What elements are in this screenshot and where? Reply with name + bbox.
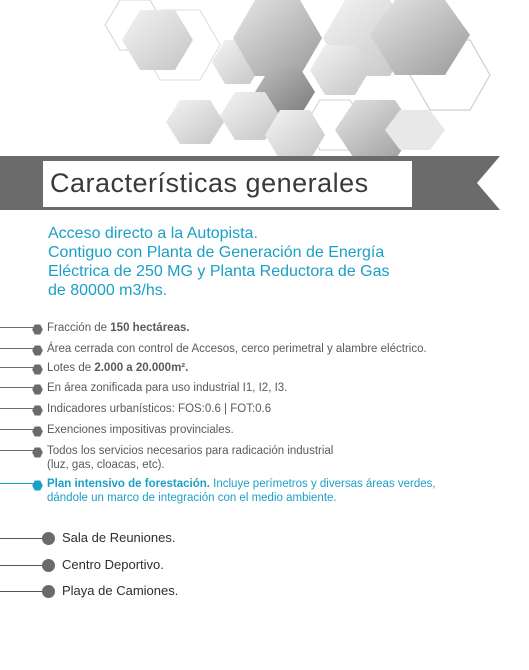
feature-text: Lotes de 2.000 a 20.000m².: [47, 362, 189, 374]
bullet-line: [0, 387, 34, 388]
page-title: Características generales: [50, 168, 369, 198]
bullet-line: [0, 450, 34, 451]
intro-text: [48, 224, 518, 300]
bullet-line: [0, 408, 34, 409]
circle-bullet-icon: [42, 585, 55, 598]
hexagon-bullet-icon: [32, 445, 42, 455]
bullet-line: [0, 429, 34, 430]
feature-text: Plan intensivo de forestación. Incluye perímetros y diversas áreas verdes, dándole un marco de integración con el medio ambiente.: [47, 478, 436, 504]
feature-text: Fracción de 150 hectáreas.: [47, 322, 190, 334]
hexagon-bullet-icon: [32, 424, 42, 434]
feature-text: Exenciones impositivas provinciales.: [47, 424, 234, 436]
amenity-text: Centro Deportivo.: [62, 557, 164, 572]
feature-text: En área zonificada para uso industrial I1, I2, I3.: [47, 382, 288, 394]
circle-bullet-icon: [42, 559, 55, 572]
hexagon-bullet-icon: [32, 343, 42, 353]
hexagon-bullet-icon: [32, 362, 42, 372]
hexagon-bullet-icon: [32, 478, 42, 488]
intro-line: de 80000 m3/hs.: [48, 282, 168, 299]
intro-line: Acceso directo a la Autopista.: [48, 225, 258, 242]
intro-line: Eléctrica de 250 MG y Planta Reductora de Gas: [48, 263, 390, 280]
amenity-text: Sala de Reuniones.: [62, 530, 176, 545]
feature-text: Todos los servicios necesarios para radicación industrial (luz, gas, cloacas, etc).: [47, 445, 334, 471]
feature-text: Indicadores urbanísticos: FOS:0.6 | FOT:0.6: [47, 403, 272, 415]
bullet-line: [0, 483, 34, 484]
bullet-line: [0, 367, 34, 368]
amenity-text: Playa de Camiones.: [62, 583, 179, 598]
bullet-line: [0, 591, 44, 592]
hexagon-pattern-decoration: [0, 0, 529, 160]
feature-text: Área cerrada con control de Accesos, cerco perimetral y alambre eléctrico.: [47, 343, 427, 355]
bullet-line: [0, 565, 44, 566]
hexagon-bullet-icon: [32, 322, 42, 332]
circle-bullet-icon: [42, 532, 55, 545]
bullet-line: [0, 327, 34, 328]
intro-line: Contiguo con Planta de Generación de Energía: [48, 244, 385, 261]
hexagon-bullet-icon: [32, 382, 42, 392]
hexagon-bullet-icon: [32, 403, 42, 413]
bullet-line: [0, 538, 44, 539]
bullet-line: [0, 348, 34, 349]
